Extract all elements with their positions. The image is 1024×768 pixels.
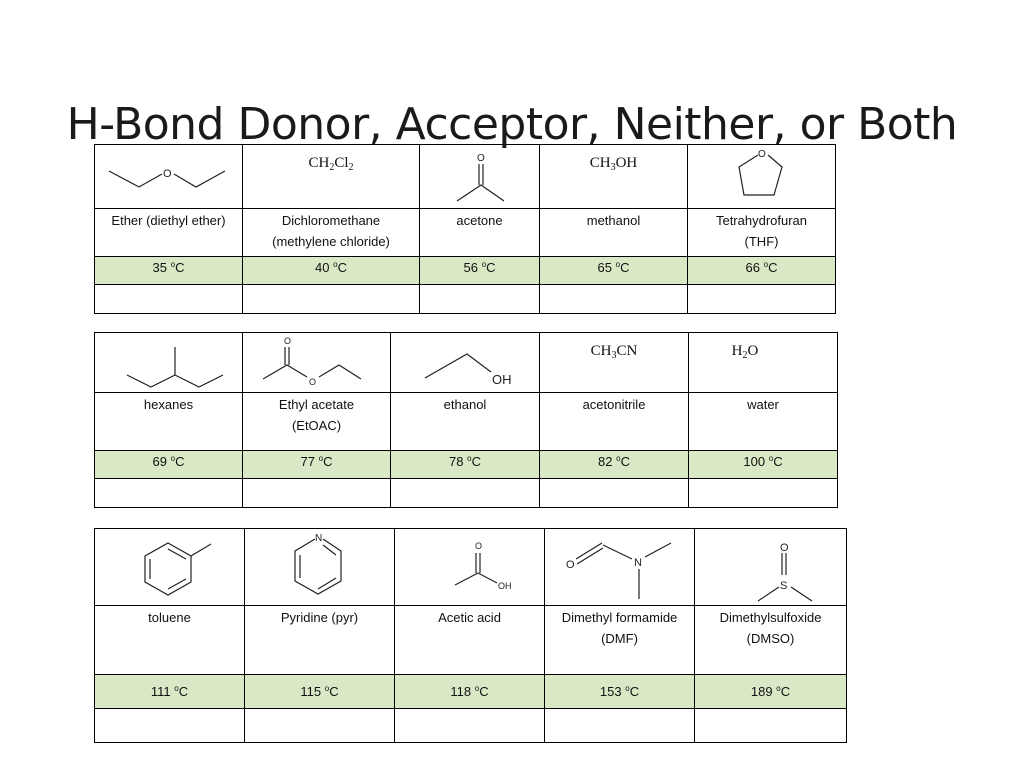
- ethyl-acetate-structure: [257, 335, 377, 391]
- answer-cell[interactable]: [420, 285, 540, 314]
- solvent-table-2: [94, 332, 838, 508]
- boiling-point-cell: 100 $^o$C: [689, 451, 838, 479]
- structure-cell: [95, 529, 245, 606]
- answer-cell[interactable]: [391, 479, 540, 508]
- solvent-name-cell: Acetic acid: [395, 606, 545, 675]
- boiling-point-row: [95, 675, 847, 709]
- boiling-point-cell: 65 $^o$C: [540, 257, 688, 285]
- answer-cell[interactable]: [95, 479, 243, 508]
- solvent-name-cell: Ethyl acetate (EtOAC): [243, 393, 391, 451]
- water-formula: $H_2O$: [731, 343, 759, 361]
- solvent-name-cell: Tetrahydrofuran (THF): [688, 209, 836, 257]
- solvent-table-1: [94, 144, 836, 314]
- svg-text:O: O: [283, 335, 291, 346]
- boiling-point-cell: 66 $^o$C: [688, 257, 836, 285]
- svg-text:O: O: [162, 167, 172, 180]
- boiling-point-cell: 77 $^o$C: [243, 451, 391, 479]
- answer-row: [95, 479, 838, 508]
- formula-cell: [243, 145, 420, 209]
- structure-cell: [420, 145, 540, 209]
- solvent-name-cell: hexanes: [95, 393, 243, 451]
- acetone-structure: [440, 149, 520, 205]
- thf-structure: [722, 147, 802, 207]
- boiling-point-cell: 115 $^o$C: [245, 675, 395, 709]
- formula-cell: [540, 333, 689, 393]
- solvent-name-cell: Ether (diethyl ether): [95, 209, 243, 257]
- svg-text:N: N: [314, 533, 322, 544]
- boiling-point-cell: 35 $^o$C: [95, 257, 243, 285]
- boiling-point-cell: 40 $^o$C: [243, 257, 420, 285]
- structure-cell: [695, 529, 847, 606]
- answer-cell[interactable]: [540, 285, 688, 314]
- svg-text:S: S: [779, 580, 787, 592]
- ethanol-structure: [405, 338, 525, 388]
- boiling-point-cell: 153 $^o$C: [545, 675, 695, 709]
- boiling-point-cell: 189 $^o$C: [695, 675, 847, 709]
- solvent-name-cell: methanol: [540, 209, 688, 257]
- structure-cell: [243, 333, 391, 393]
- solvent-name-cell: Pyridine (pyr): [245, 606, 395, 675]
- dmf-structure: [550, 531, 690, 603]
- answer-cell[interactable]: [243, 285, 420, 314]
- svg-text:O: O: [476, 152, 485, 164]
- answer-cell[interactable]: [245, 709, 395, 743]
- solvent-name-cell: Dichloromethane (methylene chloride): [243, 209, 420, 257]
- solvent-name-cell: toluene: [95, 606, 245, 675]
- structure-cell: [95, 333, 243, 393]
- answer-cell[interactable]: [695, 709, 847, 743]
- answer-cell[interactable]: [95, 709, 245, 743]
- boiling-point-cell: 78 $^o$C: [391, 451, 540, 479]
- solvent-name-cell: water: [689, 393, 838, 451]
- answer-cell[interactable]: [540, 479, 689, 508]
- acetic-acid-structure: [415, 531, 525, 603]
- solvent-table-3: [94, 528, 847, 743]
- dmso-structure: [716, 531, 826, 603]
- answer-cell[interactable]: [688, 285, 836, 314]
- formula-cell: [540, 145, 688, 209]
- answer-cell[interactable]: [545, 709, 695, 743]
- svg-text:OH: OH: [497, 581, 511, 591]
- structure-cell: [245, 529, 395, 606]
- boiling-point-cell: 56 $^o$C: [420, 257, 540, 285]
- answer-cell[interactable]: [95, 285, 243, 314]
- structure-cell: [395, 529, 545, 606]
- boiling-point-cell: 69 $^o$C: [95, 451, 243, 479]
- boiling-point-cell: 111 $^o$C: [95, 675, 245, 709]
- dichloromethane-formula: $CH_2Cl_2$: [308, 155, 354, 173]
- pyridine-structure: [265, 531, 375, 603]
- svg-text:O: O: [757, 148, 766, 160]
- name-row: [95, 209, 836, 257]
- answer-row: [95, 709, 847, 743]
- structure-row: [95, 145, 836, 209]
- diethyl-ether-structure: [99, 157, 239, 197]
- structure-cell: [545, 529, 695, 606]
- name-row: [95, 606, 847, 675]
- structure-row: [95, 333, 838, 393]
- answer-cell[interactable]: [689, 479, 838, 508]
- boiling-point-cell: 82 $^o$C: [540, 451, 689, 479]
- svg-text:O: O: [308, 376, 316, 387]
- boiling-point-row: [95, 451, 838, 479]
- name-row: [95, 393, 838, 451]
- methanol-formula: $CH_3OH$: [589, 155, 638, 173]
- solvent-name-cell: Dimethylsulfoxide (DMSO): [695, 606, 847, 675]
- toluene-structure: [115, 531, 225, 603]
- slide-title: H-Bond Donor, Acceptor, Neither, or Both: [66, 99, 958, 151]
- structure-cell: [688, 145, 836, 209]
- hexane-structure: [99, 335, 239, 391]
- acetonitrile-formula: $CH_3CN$: [590, 343, 638, 361]
- svg-text:OH: OH: [492, 371, 512, 387]
- svg-text:N: N: [633, 557, 642, 569]
- svg-text:O: O: [474, 541, 482, 551]
- answer-cell[interactable]: [243, 479, 391, 508]
- answer-cell[interactable]: [395, 709, 545, 743]
- structure-cell: [391, 333, 540, 393]
- boiling-point-cell: 118 $^o$C: [395, 675, 545, 709]
- formula-cell: [689, 333, 838, 393]
- solvent-name-cell: acetonitrile: [540, 393, 689, 451]
- solvent-name-cell: ethanol: [391, 393, 540, 451]
- solvent-name-cell: acetone: [420, 209, 540, 257]
- structure-cell: [95, 145, 243, 209]
- answer-row: [95, 285, 836, 314]
- svg-text:O: O: [565, 559, 575, 571]
- svg-text:O: O: [779, 542, 789, 554]
- structure-row: [95, 529, 847, 606]
- boiling-point-row: [95, 257, 836, 285]
- solvent-name-cell: Dimethyl formamide (DMF): [545, 606, 695, 675]
